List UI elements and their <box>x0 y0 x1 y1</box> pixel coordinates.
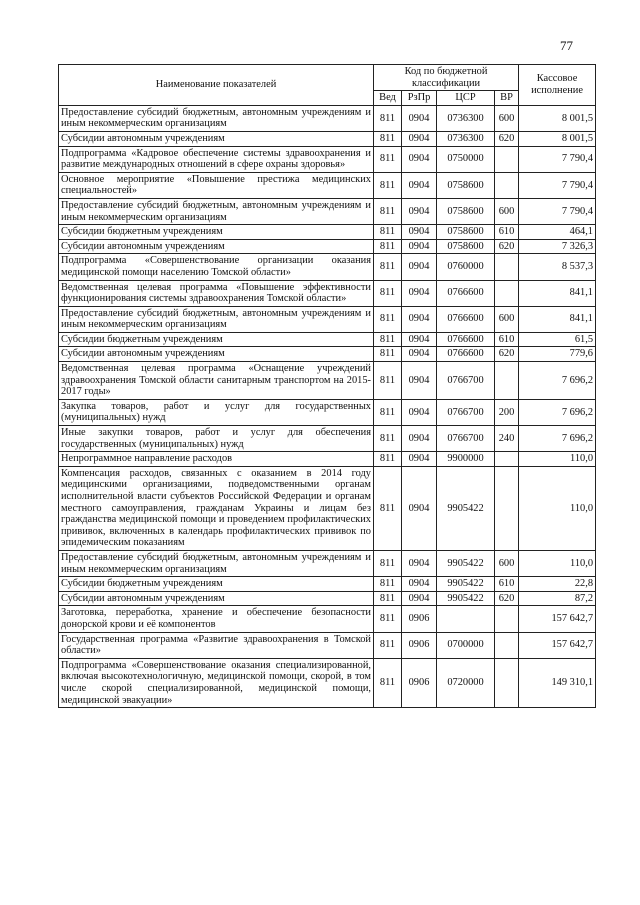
cell-amount: 87,2 <box>519 591 596 606</box>
table-row <box>59 146 596 172</box>
cell-name: Подпрограмма «Совершенствование оказания специализированной, включая высокотехнологичную, медицинской помощи, скорой, в том числе скорой специализированной, медицинской помощи, медицинской эвакуации» <box>59 658 374 707</box>
cell-amount: 8 001,5 <box>519 131 596 146</box>
cell-csr: 0720000 <box>437 658 495 707</box>
cell-amount: 7 326,3 <box>519 239 596 254</box>
cell-amount: 8 537,3 <box>519 254 596 280</box>
cell-rzpr: 0904 <box>402 146 437 172</box>
header-rzpr: РзПр <box>402 91 437 106</box>
cell-rzpr: 0904 <box>402 131 437 146</box>
table-row <box>59 452 596 467</box>
table-row <box>59 306 596 332</box>
cell-rzpr: 0904 <box>402 332 437 347</box>
cell-name: Субсидии автономным учреждениям <box>59 591 374 606</box>
table-row <box>59 172 596 198</box>
cell-csr: 9905422 <box>437 550 495 576</box>
cell-amount: 779,6 <box>519 347 596 362</box>
cell-rzpr: 0904 <box>402 591 437 606</box>
cell-vr: 610 <box>495 577 519 592</box>
cell-vr: 600 <box>495 306 519 332</box>
header-csr: ЦСР <box>437 91 495 106</box>
cell-csr: 0766600 <box>437 280 495 306</box>
cell-vr: 620 <box>495 591 519 606</box>
cell-amount: 7 696,2 <box>519 426 596 452</box>
cell-ved: 811 <box>374 172 402 198</box>
header-ved: Вед <box>374 91 402 106</box>
cell-rzpr: 0904 <box>402 105 437 131</box>
table-row <box>59 399 596 425</box>
cell-csr: 9905422 <box>437 577 495 592</box>
table-row <box>59 105 596 131</box>
cell-amount: 149 310,1 <box>519 658 596 707</box>
cell-rzpr: 0904 <box>402 426 437 452</box>
table-row <box>59 280 596 306</box>
cell-csr: 0750000 <box>437 146 495 172</box>
cell-name: Субсидии автономным учреждениям <box>59 131 374 146</box>
table-row <box>59 131 596 146</box>
cell-amount: 110,0 <box>519 550 596 576</box>
cell-vr: 240 <box>495 426 519 452</box>
table-row <box>59 550 596 576</box>
cell-name: Субсидии автономным учреждениям <box>59 347 374 362</box>
cell-ved: 811 <box>374 399 402 425</box>
budget-table <box>58 64 596 708</box>
cell-name: Заготовка, переработка, хранение и обеспечение безопасности донорской крови и её компонентов <box>59 606 374 632</box>
cell-rzpr: 0904 <box>402 362 437 400</box>
cell-rzpr: 0904 <box>402 550 437 576</box>
cell-vr <box>495 466 519 550</box>
cell-csr: 0758600 <box>437 239 495 254</box>
cell-csr: 0758600 <box>437 172 495 198</box>
table-row <box>59 658 596 707</box>
cell-name: Основное мероприятие «Повышение престижа медицинских специальностей» <box>59 172 374 198</box>
header-amount: Кассовое исполнение <box>519 65 596 106</box>
cell-name: Ведомственная целевая программа «Оснащение учреждений здравоохранения Томской области санитарным транспортом на 2015-2017 годы» <box>59 362 374 400</box>
cell-ved: 811 <box>374 306 402 332</box>
cell-amount: 7 696,2 <box>519 399 596 425</box>
cell-name: Закупка товаров, работ и услуг для государственных (муниципальных) нужд <box>59 399 374 425</box>
table-row <box>59 254 596 280</box>
cell-vr: 620 <box>495 347 519 362</box>
cell-name: Предоставление субсидий бюджетным, автономным учреждениям и иным некоммерческим организациям <box>59 198 374 224</box>
cell-name: Иные закупки товаров, работ и услуг для обеспечения государственных (муниципальных) нужд <box>59 426 374 452</box>
cell-ved: 811 <box>374 146 402 172</box>
cell-csr: 0766700 <box>437 426 495 452</box>
cell-rzpr: 0904 <box>402 306 437 332</box>
cell-csr: 0736300 <box>437 131 495 146</box>
cell-ved: 811 <box>374 632 402 658</box>
cell-csr: 0766700 <box>437 362 495 400</box>
cell-name: Компенсация расходов, связанных с оказанием в 2014 году медицинскими организациями, подведомственными органам исполнительной власти субъектов Российской Федерации и органам местного самоуправления, гражданам Украины и лицам без гражданства медицинской помощи и проведением профилактических прививок, включенных в календарь профилактических прививок по эпидемическим показаниям <box>59 466 374 550</box>
cell-csr: 9905422 <box>437 591 495 606</box>
cell-amount: 8 001,5 <box>519 105 596 131</box>
cell-ved: 811 <box>374 466 402 550</box>
cell-csr <box>437 606 495 632</box>
cell-vr <box>495 146 519 172</box>
cell-name: Ведомственная целевая программа «Повышение эффективности функционирования системы здравоохранения Томской области» <box>59 280 374 306</box>
cell-amount: 110,0 <box>519 466 596 550</box>
cell-name: Субсидии автономным учреждениям <box>59 239 374 254</box>
cell-ved: 811 <box>374 658 402 707</box>
cell-name: Субсидии бюджетным учреждениям <box>59 332 374 347</box>
cell-name: Непрограммное направление расходов <box>59 452 374 467</box>
cell-rzpr: 0904 <box>402 466 437 550</box>
cell-vr <box>495 452 519 467</box>
cell-amount: 110,0 <box>519 452 596 467</box>
cell-ved: 811 <box>374 105 402 131</box>
cell-amount: 157 642,7 <box>519 606 596 632</box>
cell-name: Подпрограмма «Кадровое обеспечение системы здравоохранения и развитие международных отношений в сфере охраны здоровья» <box>59 146 374 172</box>
cell-ved: 811 <box>374 131 402 146</box>
cell-name: Государственная программа «Развитие здравоохранения в Томской области» <box>59 632 374 658</box>
header-vr: ВР <box>495 91 519 106</box>
cell-vr: 610 <box>495 332 519 347</box>
cell-rzpr: 0904 <box>402 172 437 198</box>
cell-rzpr: 0904 <box>402 254 437 280</box>
cell-vr <box>495 362 519 400</box>
table-row <box>59 632 596 658</box>
cell-ved: 811 <box>374 239 402 254</box>
cell-rzpr: 0906 <box>402 658 437 707</box>
cell-amount: 7 696,2 <box>519 362 596 400</box>
cell-rzpr: 0904 <box>402 399 437 425</box>
cell-vr <box>495 172 519 198</box>
cell-vr: 620 <box>495 239 519 254</box>
table-row <box>59 198 596 224</box>
table-row <box>59 591 596 606</box>
cell-csr: 0766600 <box>437 306 495 332</box>
cell-amount: 841,1 <box>519 280 596 306</box>
cell-csr: 0760000 <box>437 254 495 280</box>
cell-vr: 610 <box>495 225 519 240</box>
cell-amount: 157 642,7 <box>519 632 596 658</box>
cell-rzpr: 0904 <box>402 198 437 224</box>
cell-vr <box>495 280 519 306</box>
cell-csr: 0766600 <box>437 347 495 362</box>
cell-vr <box>495 658 519 707</box>
cell-amount: 841,1 <box>519 306 596 332</box>
cell-csr: 0758600 <box>437 198 495 224</box>
header-code-group: Код по бюджетной классификации <box>374 65 519 91</box>
cell-vr <box>495 606 519 632</box>
cell-ved: 811 <box>374 426 402 452</box>
cell-rzpr: 0906 <box>402 632 437 658</box>
table-row <box>59 362 596 400</box>
cell-rzpr: 0904 <box>402 452 437 467</box>
table-row <box>59 347 596 362</box>
table-row <box>59 606 596 632</box>
cell-ved: 811 <box>374 362 402 400</box>
cell-vr: 600 <box>495 198 519 224</box>
cell-amount: 61,5 <box>519 332 596 347</box>
cell-ved: 811 <box>374 225 402 240</box>
page-number: 77 <box>560 38 573 53</box>
table-row <box>59 239 596 254</box>
cell-csr: 0766700 <box>437 399 495 425</box>
cell-vr: 600 <box>495 550 519 576</box>
table-row <box>59 332 596 347</box>
cell-ved: 811 <box>374 606 402 632</box>
cell-csr: 0700000 <box>437 632 495 658</box>
cell-vr: 200 <box>495 399 519 425</box>
cell-ved: 811 <box>374 452 402 467</box>
cell-ved: 811 <box>374 591 402 606</box>
cell-vr: 620 <box>495 131 519 146</box>
cell-csr: 0758600 <box>437 225 495 240</box>
cell-ved: 811 <box>374 254 402 280</box>
cell-vr <box>495 254 519 280</box>
cell-ved: 811 <box>374 198 402 224</box>
header-name: Наименование показателей <box>59 65 374 106</box>
cell-rzpr: 0904 <box>402 280 437 306</box>
cell-amount: 464,1 <box>519 225 596 240</box>
table-body <box>59 105 596 707</box>
cell-ved: 811 <box>374 280 402 306</box>
cell-ved: 811 <box>374 347 402 362</box>
cell-name: Подпрограмма «Совершенствование организации оказания медицинской помощи населению Томской области» <box>59 254 374 280</box>
cell-rzpr: 0904 <box>402 347 437 362</box>
cell-name: Предоставление субсидий бюджетным, автономным учреждениям и иным некоммерческим организациям <box>59 306 374 332</box>
cell-ved: 811 <box>374 332 402 347</box>
cell-csr: 0736300 <box>437 105 495 131</box>
cell-csr: 9905422 <box>437 466 495 550</box>
cell-rzpr: 0904 <box>402 239 437 254</box>
cell-name: Субсидии бюджетным учреждениям <box>59 577 374 592</box>
table-row <box>59 225 596 240</box>
cell-csr: 9900000 <box>437 452 495 467</box>
cell-amount: 7 790,4 <box>519 146 596 172</box>
cell-vr: 600 <box>495 105 519 131</box>
cell-ved: 811 <box>374 577 402 592</box>
cell-rzpr: 0904 <box>402 577 437 592</box>
cell-name: Предоставление субсидий бюджетным, автономным учреждениям и иным некоммерческим организациям <box>59 550 374 576</box>
cell-name: Предоставление субсидий бюджетным, автономным учреждениям и иным некоммерческим организациям <box>59 105 374 131</box>
cell-rzpr: 0904 <box>402 225 437 240</box>
cell-ved: 811 <box>374 550 402 576</box>
cell-vr <box>495 632 519 658</box>
cell-rzpr: 0906 <box>402 606 437 632</box>
cell-amount: 7 790,4 <box>519 172 596 198</box>
table-row <box>59 577 596 592</box>
cell-name: Субсидии бюджетным учреждениям <box>59 225 374 240</box>
cell-amount: 22,8 <box>519 577 596 592</box>
table-row <box>59 466 596 550</box>
cell-csr: 0766600 <box>437 332 495 347</box>
table-row <box>59 426 596 452</box>
cell-amount: 7 790,4 <box>519 198 596 224</box>
